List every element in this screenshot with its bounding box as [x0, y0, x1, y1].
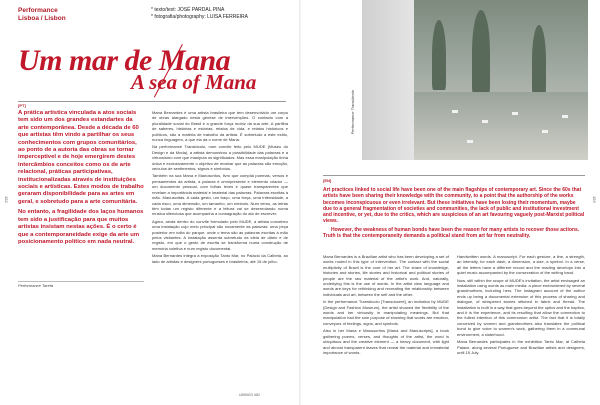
article-subtitle: A sea of Mana [131, 70, 257, 94]
photo-paper [482, 120, 488, 123]
language-tag-pt: [PT] [18, 103, 26, 108]
body-paragraph: Now, still within the scope of MUDE's invitation, the artist envisaged an installation using words as main media: a piece embroidered by several grandmothers, including hers. The Instagram account of the author ends up being a documental extension of this process of sharing and dialogue, of whispered stories stitched in fabric and thread. The installation is built in a way that goes beyond the optics and the haptics, and it is the experience, and its resulting that allow the connection to the fullest intention of this communion artist. The fact that it is totally conceived by women and grandmothers also translates the political bond to give voice to women's work, gathering them in a communal environment, a sisterhood. [457, 277, 586, 337]
language-tag-en: [EN] [323, 178, 332, 183]
photo-paper [452, 110, 458, 113]
lead-pt-paragraph: A prática artística vinculada a atos sociais tem sido um dos grandes estandartes da arte contemporânea. Desde a década de 60 que artistas têm vindo a partilhar os seus conhecimentos com grupos comunitários, ao ponto de a autoria das obras se tornar imperceptível e de hoje emergirem destes intercâmbios conceitos como os de arte relacional, práticas participativas, institucionalizadas através de instituições sociais e artísticas. Estes modos de trabalho geraram disponibilidade para as artes em geral, e sobretudo para a arte comunitária. [18, 110, 144, 205]
photo-paper [467, 140, 473, 143]
body-column-pt [152, 110, 288, 266]
page-number-right: 193 [592, 196, 597, 203]
photo-caption: Performance Transbicolo [350, 90, 355, 135]
body-paragraph: Mana Bernardes integra a exposição Tanto Mar, no Palácio da Calheta, ao lado de artistas e designers portugueses e brasileiros, até 15 de julho. [152, 253, 288, 264]
article-title: Um mar de Mana [18, 44, 231, 77]
photo-paper [542, 130, 548, 133]
body-paragraph: Handwritten words. A manuscript. For each gesture, a line, a strength, an intensity, for each dash, a dimension, a size, a symbol. In a verse, all the letters have a different record and the reading develops into a quiet music accompanied by the consecration of the writing hand. [457, 254, 585, 276]
body-paragraph: Também na sua Mana e Manuscritos, livro que compila poemas, versos e pensamentos da artista, a palavra é omnipresente e elemento criador — um documento pessoal, com folhas leves e quase transparentes que revelam a importância material e imaterial das palavras. Palavras escritas à mão. Manuscritas. A cada gesto, um traço, uma força, uma intensidade, a cada risco, uma dimensão, um tamanho, um símbolo. Num verso, as letras têm todas um registo diferente e a leitura vai se desenrolando numa música silenciosa que acompanha a consagração do ato de escrever. [152, 173, 288, 217]
section-label [18, 7, 66, 22]
credit-photo: * fotografia/photography: LUISA FERREIRA [151, 14, 248, 20]
lead-en-paragraph: Art practices linked to social life have been one of the main flagships of contemporary art. Since the 60s that artists have been sharing their knowledge with the community, to a point that the authorship of the works becomes inconspicuous or even irrelevant. But these initiatives have been losing their momentum, maybe due to a general fragmentation of societies and communities, the lack of public and institutional investment and incentive, or yet, due to the critics, which are suspicious of an art favouring vaguely post-Marxist political views. [323, 187, 585, 225]
body-paragraph: Also in her Mana e Manuscritos [Mana and Manuscripts], a book gathering poems, verses, and thoughts of the artist, the word is ubiquitous and the creative element — a heavy document, with light and almost transparent leaves that reveal the material and immaterial importance of words. [323, 328, 449, 355]
installation-photo [362, 0, 588, 160]
body-paragraph: Mana Bernardes é uma artista brasileira que tem desenvolvido um corpo de obras alargado nesta génese de intervenções. O contacto com a pluralidade social do Brasil é a grande força motriz da sua arte. A partilha de saberes, histórias e estórias, relatos de vida, e relatos históricos e políticos, são a matéria de trabalho da artista. É sobretudo a este estilo, nunca linguagem, a que ela dá o nome de Mana. [152, 110, 288, 143]
body-column-en-1 [323, 254, 449, 357]
photo-paper [562, 115, 568, 118]
author-credit: Performance Tarefa [18, 283, 54, 288]
credit-text: * texto/text: JOSÉ PARDAL PINA [151, 7, 225, 13]
photo-lawn [414, 92, 588, 160]
photo-wall [362, 0, 414, 160]
section-line-1: Performance [18, 7, 58, 14]
author-rule [18, 281, 144, 282]
footer-issue: UMBIGO #82 [239, 393, 261, 397]
body-paragraph: In the performance Transbicolo [Transducent], an invitation by MUDE (Design and Fashion Museum), the artist showed the flexibility of the words and her virtuosity in manipulating meanings. But that manipulation had the sole purpose of showing that words are emotion, conveyors of feelings, signs, and symbols. [323, 299, 449, 326]
body-column-en-2 [457, 254, 585, 357]
lead-en-paragraph: However, the weakness of human bonds have been the reason for many artists to recover those actions. Truth is that the contemporaneity demands a political stand from art far from neutrality. [323, 226, 580, 240]
credits [151, 7, 248, 21]
photo-paper [512, 112, 518, 115]
photo-tree [532, 25, 546, 95]
body-paragraph: Mana Bernardes participates in the exhibition Tanto Mar, at Calheta Palace, along several Portuguese and Brazilian artists and designers, until 15 July. [457, 339, 585, 355]
page-gutter [299, 0, 301, 405]
photo-tree [432, 20, 446, 90]
body-paragraph: Mana Bernardes is a Brazilian artist who has been developing a set of works rooted in this type of intervention. The contact with the social multiplicity of Brazil is the core of her art. The share of knowledge, histories and stories, life stories and historical and political stories of people are the raw material of the artist's work. And, naturally, underlying this is the use of words. In the artist view language and words are keys for rethinking and recreating the relationship between individuals and art, between the self and the other. [323, 254, 449, 297]
lead-pt [18, 110, 144, 249]
lead-en [323, 187, 585, 241]
page-number-left: 192 [4, 196, 9, 203]
body-paragraph: Agora, ainda dentro do convite formulado pelo MUDE, a artista concebeu uma instalação cujo meio principal são novamente as palavras: uma peça posterior em volta do parque, onde o tema são as palavras escritas à mão pelos visitantes. A instalação assenta sobretudo na ideia de diário e de registo, em que o gesto de escrita se transforma numa construção de memória coletiva e num registo documental. [152, 218, 288, 251]
section-line-2: Lisboa / Lisbon [18, 14, 66, 22]
photo-tree [472, 10, 490, 95]
divider-pt [18, 101, 286, 102]
divider-en [323, 175, 585, 176]
body-paragraph: Na performance Transbicolo, num convite feito pelo MUDE (Museu do Design e da Moda), a artista demonstrou a possibilidade das palavras e a virtuosismo com que manipula os significados. Mas essa manipulação tinha única e exclusivamente o objetivo de mostrar que as palavras são emoção, veículos de sentimentos, signos e símbolos. [152, 144, 288, 172]
lead-pt-paragraph: No entanto, a fragilidade dos laços humanos tem sido a justificação para que muitos artistas insistam nestas ações. É o certo é que a contemporaneidade exige da arte um posicionamento político em nada neutral. [18, 209, 144, 245]
